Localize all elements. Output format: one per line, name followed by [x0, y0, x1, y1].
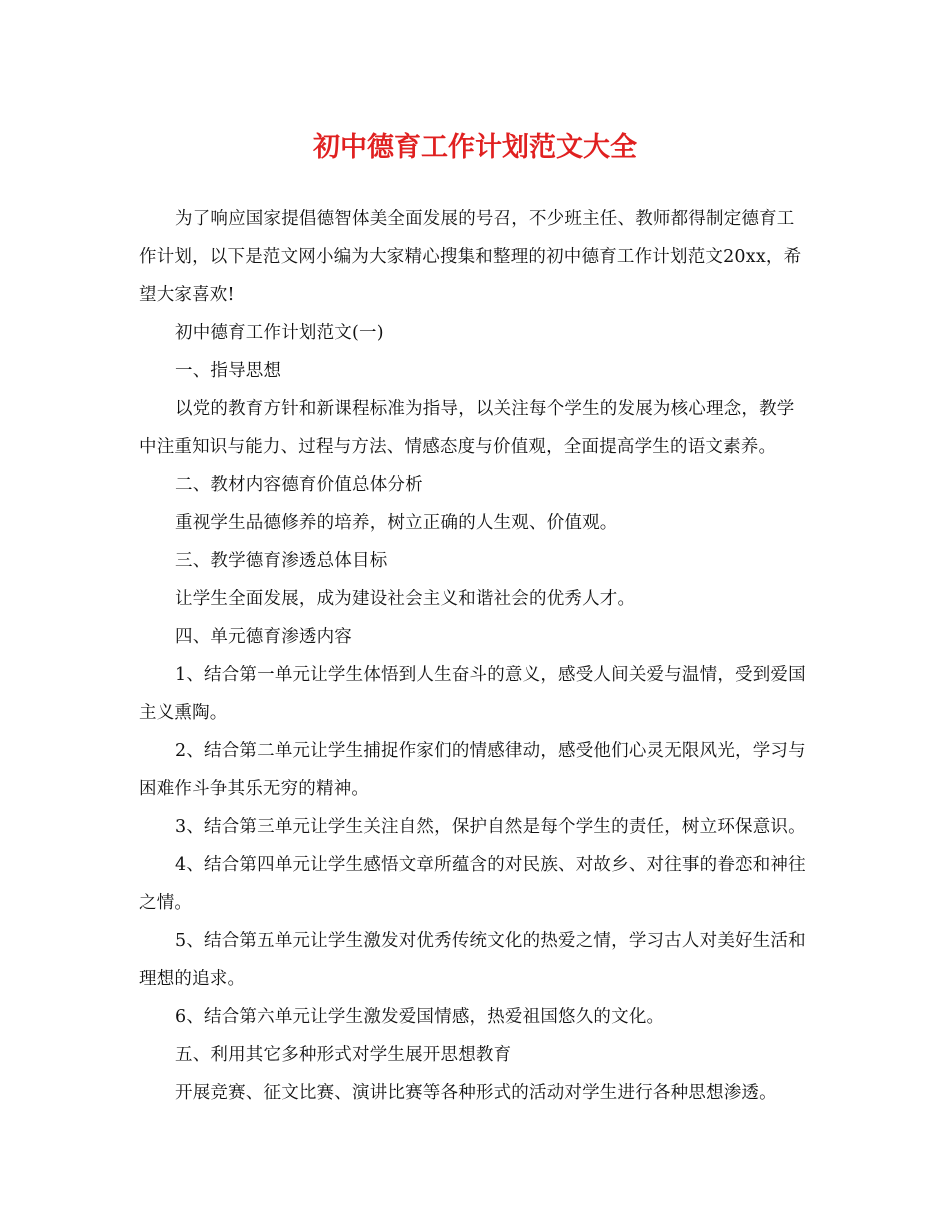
paragraph-intro: 为了响应国家提倡德智体美全面发展的号召，不少班主任、教师都得制定德育工作计划，以下是范文网小编为大家精心搜集和整理的初中德育工作计划范文20xx，希望大家喜欢!: [139, 209, 802, 305]
section-heading-overall-goal: 三、教学德育渗透总体目标: [175, 551, 388, 571]
list-item-unit-1: 1、结合第一单元让学生体悟到人生奋斗的意义，感受人间关爱与温情，受到爱国主义熏陶。: [139, 665, 806, 723]
section-heading-textbook-analysis: 二、教材内容德育价值总体分析: [175, 475, 423, 495]
paragraph-overall-goal: 让学生全面发展，成为建设社会主义和谐社会的优秀人才。: [175, 589, 636, 609]
section-heading-guiding-ideology: 一、指导思想: [175, 361, 282, 381]
document-title: 初中德育工作计划范文大全: [313, 132, 637, 163]
paragraph-other-forms: 开展竞赛、征文比赛、演讲比赛等各种形式的活动对学生进行各种思想渗透。: [175, 1083, 777, 1103]
list-item-unit-5: 5、结合第五单元让学生激发对优秀传统文化的热爱之情，学习古人对美好生活和理想的追求。: [139, 931, 806, 989]
list-item-unit-6: 6、结合第六单元让学生激发爱国情感，热爱祖国悠久的文化。: [175, 1007, 665, 1027]
section-heading-unit-content: 四、单元德育渗透内容: [175, 627, 352, 647]
list-item-unit-2: 2、结合第二单元让学生捕捉作家们的情感律动，感受他们心灵无限风光，学习与困难作斗争其乐无穷的精神。: [139, 741, 806, 799]
paragraph-sample-heading: 初中德育工作计划范文(一): [175, 323, 384, 343]
section-heading-other-forms: 五、利用其它多种形式对学生展开思想教育: [175, 1045, 512, 1065]
list-item-unit-4: 4、结合第四单元让学生感悟文章所蕴含的对民族、对故乡、对往事的眷恋和神往之情。: [139, 855, 806, 913]
document-body: [139, 200, 809, 1112]
list-item-unit-3: 3、结合第三单元让学生关注自然，保护自然是每个学生的责任，树立环保意识。: [175, 817, 806, 837]
paragraph-textbook-analysis: 重视学生品德修养的培养，树立正确的人生观、价值观。: [175, 513, 618, 533]
paragraph-guiding-ideology: 以党的教育方针和新课程标准为指导，以关注每个学生的发展为核心理念，教学中注重知识与能力、过程与方法、情感态度与价值观，全面提高学生的语文素养。: [139, 399, 795, 457]
